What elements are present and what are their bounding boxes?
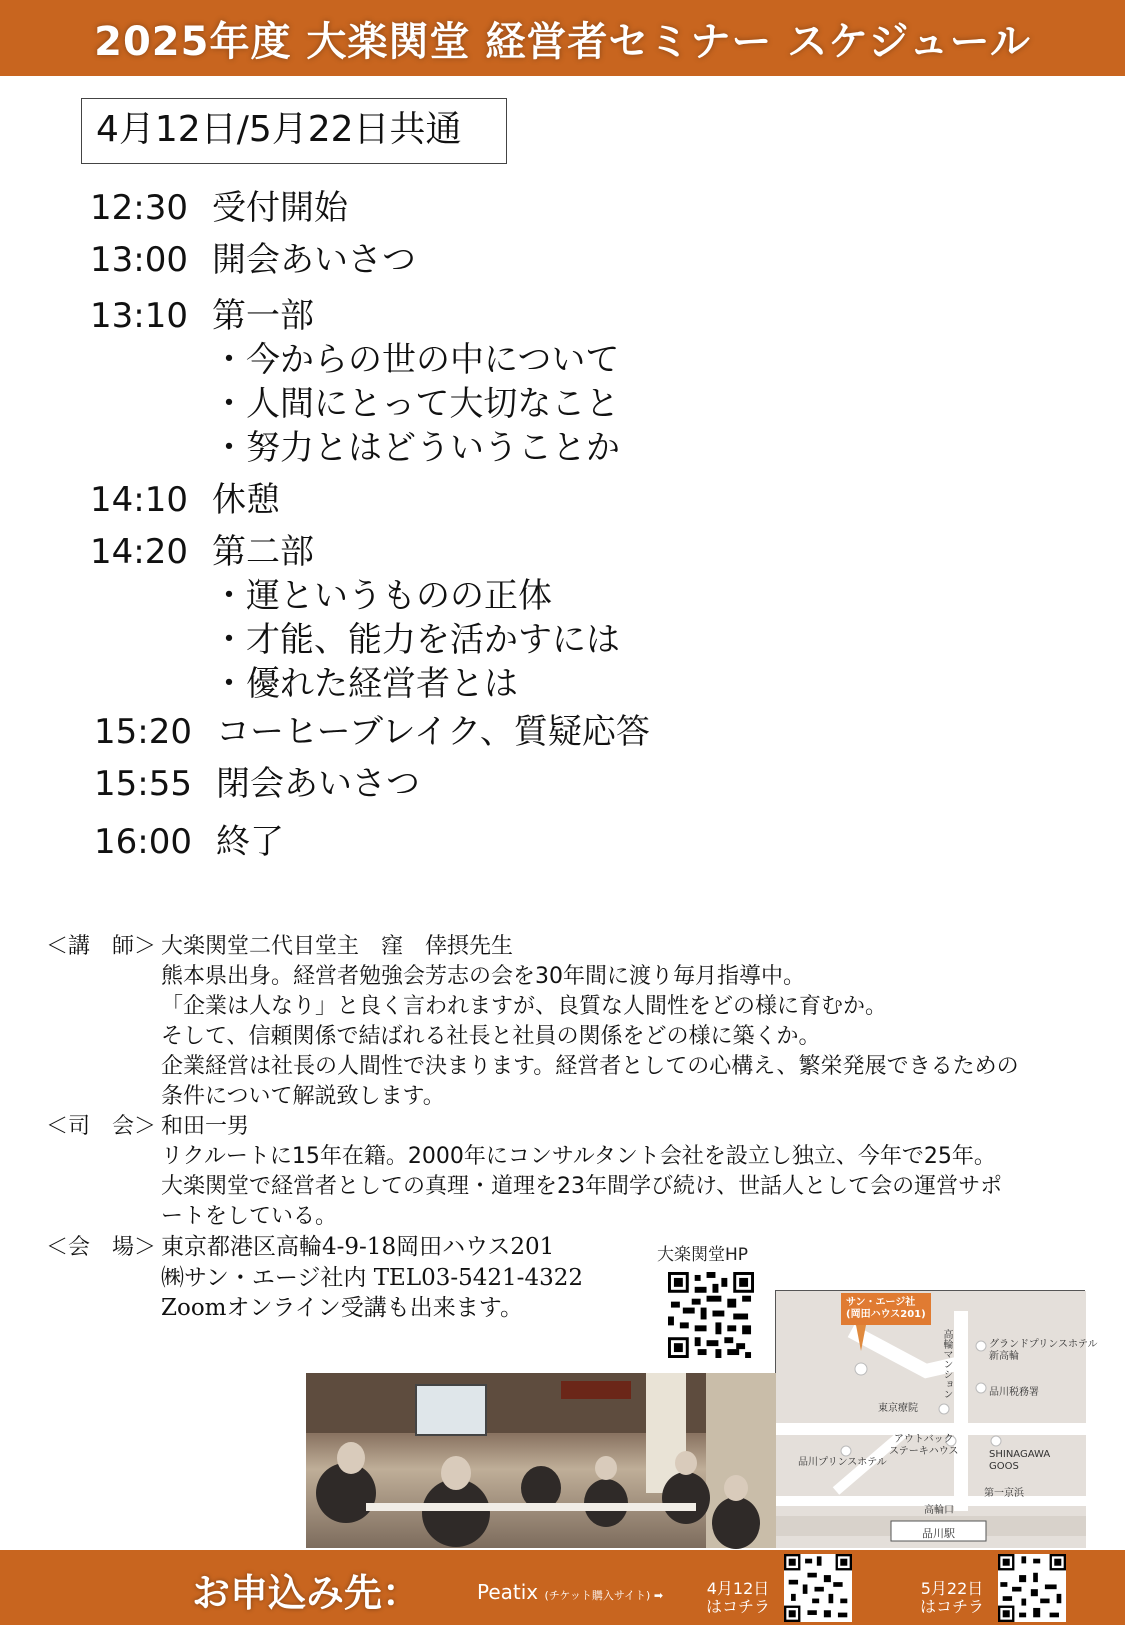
schedule-event-group bbox=[212, 294, 790, 470]
schedule-event-group bbox=[212, 530, 790, 706]
schedule-event: 第一部 bbox=[212, 296, 314, 336]
lecturer-text: 条件について解説致します。 bbox=[161, 1084, 445, 1109]
map-label-keihin: 第一京浜 bbox=[984, 1488, 1024, 1499]
lecturer-label: ＜講 師＞ bbox=[46, 934, 157, 959]
lecturer-text: 企業経営は社長の人間性で決まります。経営者としての心構え、繁栄発展できるための bbox=[161, 1054, 1019, 1079]
schedule-event: 終了 bbox=[216, 822, 284, 862]
host-text: リクルートに15年在籍。2000年にコンサルタント会社を設立し独立、今年で25年。 bbox=[161, 1144, 996, 1169]
schedule-subitem: ・人間にとって大切なこと bbox=[212, 384, 620, 424]
map-label-hotel: グランドプリンスホテル 新高輪 bbox=[989, 1339, 1098, 1362]
date2-label bbox=[920, 1580, 984, 1616]
hp-qr-code[interactable] bbox=[668, 1272, 754, 1358]
host-label: ＜司 会＞ bbox=[46, 1114, 157, 1139]
map-label-prince: 品川プリンスホテル bbox=[798, 1457, 887, 1468]
lecturer-text: 熊本県出身。経営者勉強会芳志の会を30年間に渡り毎月指導中。 bbox=[161, 964, 805, 989]
host-heading bbox=[46, 1112, 1086, 1142]
schedule-subitem: ・優れた経営者とは bbox=[212, 664, 518, 704]
schedule-event: 閉会あいさつ bbox=[216, 764, 420, 804]
schedule-subitem: ・努力とはどういうことか bbox=[212, 428, 620, 468]
venue-text: ㈱サン・エージ社内 TEL03-5421-4322 bbox=[161, 1265, 583, 1291]
schedule-row bbox=[90, 238, 790, 282]
map-label-outback: アウトバック ステーキハウス bbox=[889, 1434, 959, 1457]
schedule-row bbox=[90, 186, 790, 230]
seminar-photo bbox=[306, 1373, 776, 1548]
map-label-mansion: 高輪マンション bbox=[941, 1329, 952, 1399]
access-map bbox=[775, 1290, 1098, 1547]
schedule-time: 14:20 bbox=[90, 532, 188, 572]
schedule-time: 15:20 bbox=[94, 712, 192, 752]
schedule-time: 16:00 bbox=[94, 822, 192, 862]
schedule-event: 休憩 bbox=[212, 480, 280, 520]
venue-address: 東京都港区高輪4-9-18岡田ハウス201 bbox=[161, 1234, 555, 1260]
schedule-list bbox=[90, 186, 790, 864]
date1-label bbox=[706, 1580, 770, 1616]
date1-qr-code[interactable] bbox=[784, 1554, 852, 1622]
schedule-event: 受付開始 bbox=[212, 188, 348, 228]
lecturer-text: 「企業は人なり」と良く言われますが、良質な人間性をどの様に育むか。 bbox=[161, 994, 888, 1019]
map-label-takanawaguchi: 高輪口 bbox=[924, 1505, 954, 1516]
date2-sub: はコチラ bbox=[920, 1597, 985, 1616]
header-bar bbox=[0, 0, 1125, 76]
date1-text: 4月12日 bbox=[706, 1579, 770, 1598]
map-label-station: 品川駅 bbox=[922, 1527, 955, 1540]
schedule-subitem: ・才能、能力を活かすには bbox=[212, 620, 620, 660]
schedule-event: 開会あいさつ bbox=[212, 240, 416, 280]
lecturer-name: 大楽関堂二代目堂主 窪 倖摂先生 bbox=[161, 934, 514, 959]
schedule-time: 15:55 bbox=[94, 764, 192, 804]
map-label-goos: SHINAGAWA GOOS bbox=[989, 1449, 1051, 1472]
map-label-clinic: 東京療院 bbox=[878, 1403, 918, 1414]
map-venue-tag: サン・エージ社 (岡田ハウス201) bbox=[846, 1297, 926, 1320]
schedule-time: 13:00 bbox=[90, 240, 188, 280]
schedule-row bbox=[90, 710, 790, 754]
host-text: ートをしている。 bbox=[161, 1204, 338, 1229]
schedule-row bbox=[90, 478, 790, 522]
schedule-time: 13:10 bbox=[90, 296, 188, 336]
host-text: 大楽関堂で経営者としての真理・道理を23年間学び続け、世話人として会の運営サポ bbox=[161, 1174, 1003, 1199]
date2-qr-code[interactable] bbox=[998, 1554, 1066, 1622]
lecturer-text: そして、信頼関係で結ばれる社長と社員の関係をどの様に築くか。 bbox=[161, 1024, 821, 1049]
venue-text: Zoomオンライン受講も出来ます。 bbox=[161, 1295, 523, 1321]
host-name: 和田一男 bbox=[161, 1114, 250, 1139]
venue-label: ＜会 場＞ bbox=[46, 1235, 157, 1260]
peatix-label: Peatix bbox=[477, 1580, 539, 1604]
schedule-event: 第二部 bbox=[212, 532, 314, 572]
schedule-subitem: ・今からの世の中について bbox=[212, 340, 620, 380]
venue-heading bbox=[46, 1232, 1086, 1263]
date-box: 4月12日/5月22日共通 bbox=[81, 98, 507, 164]
info-section bbox=[46, 932, 1086, 1323]
hp-label: 大楽関堂HP bbox=[657, 1245, 749, 1265]
peatix-link[interactable] bbox=[477, 1580, 663, 1604]
schedule-event: コーヒーブレイク、質疑応答 bbox=[216, 712, 650, 752]
lecturer-heading bbox=[46, 932, 1086, 962]
schedule-row bbox=[90, 820, 790, 864]
page-title: 2025年度 大楽関堂 経営者セミナー スケジュール bbox=[94, 18, 1031, 65]
schedule-time: 14:10 bbox=[90, 480, 188, 520]
schedule-row bbox=[90, 294, 790, 470]
schedule-row bbox=[90, 530, 790, 706]
schedule-subitem: ・運というものの正体 bbox=[212, 576, 552, 616]
date2-text: 5月22日 bbox=[920, 1579, 984, 1598]
schedule-row bbox=[90, 762, 790, 806]
date1-sub: はコチラ bbox=[706, 1597, 771, 1616]
schedule-time: 12:30 bbox=[90, 188, 188, 228]
apply-heading: お申込み先： bbox=[192, 1571, 421, 1615]
map-label-tax: 品川税務署 bbox=[989, 1387, 1039, 1398]
peatix-note: (チケット購入サイト) ➡ bbox=[544, 1589, 664, 1602]
